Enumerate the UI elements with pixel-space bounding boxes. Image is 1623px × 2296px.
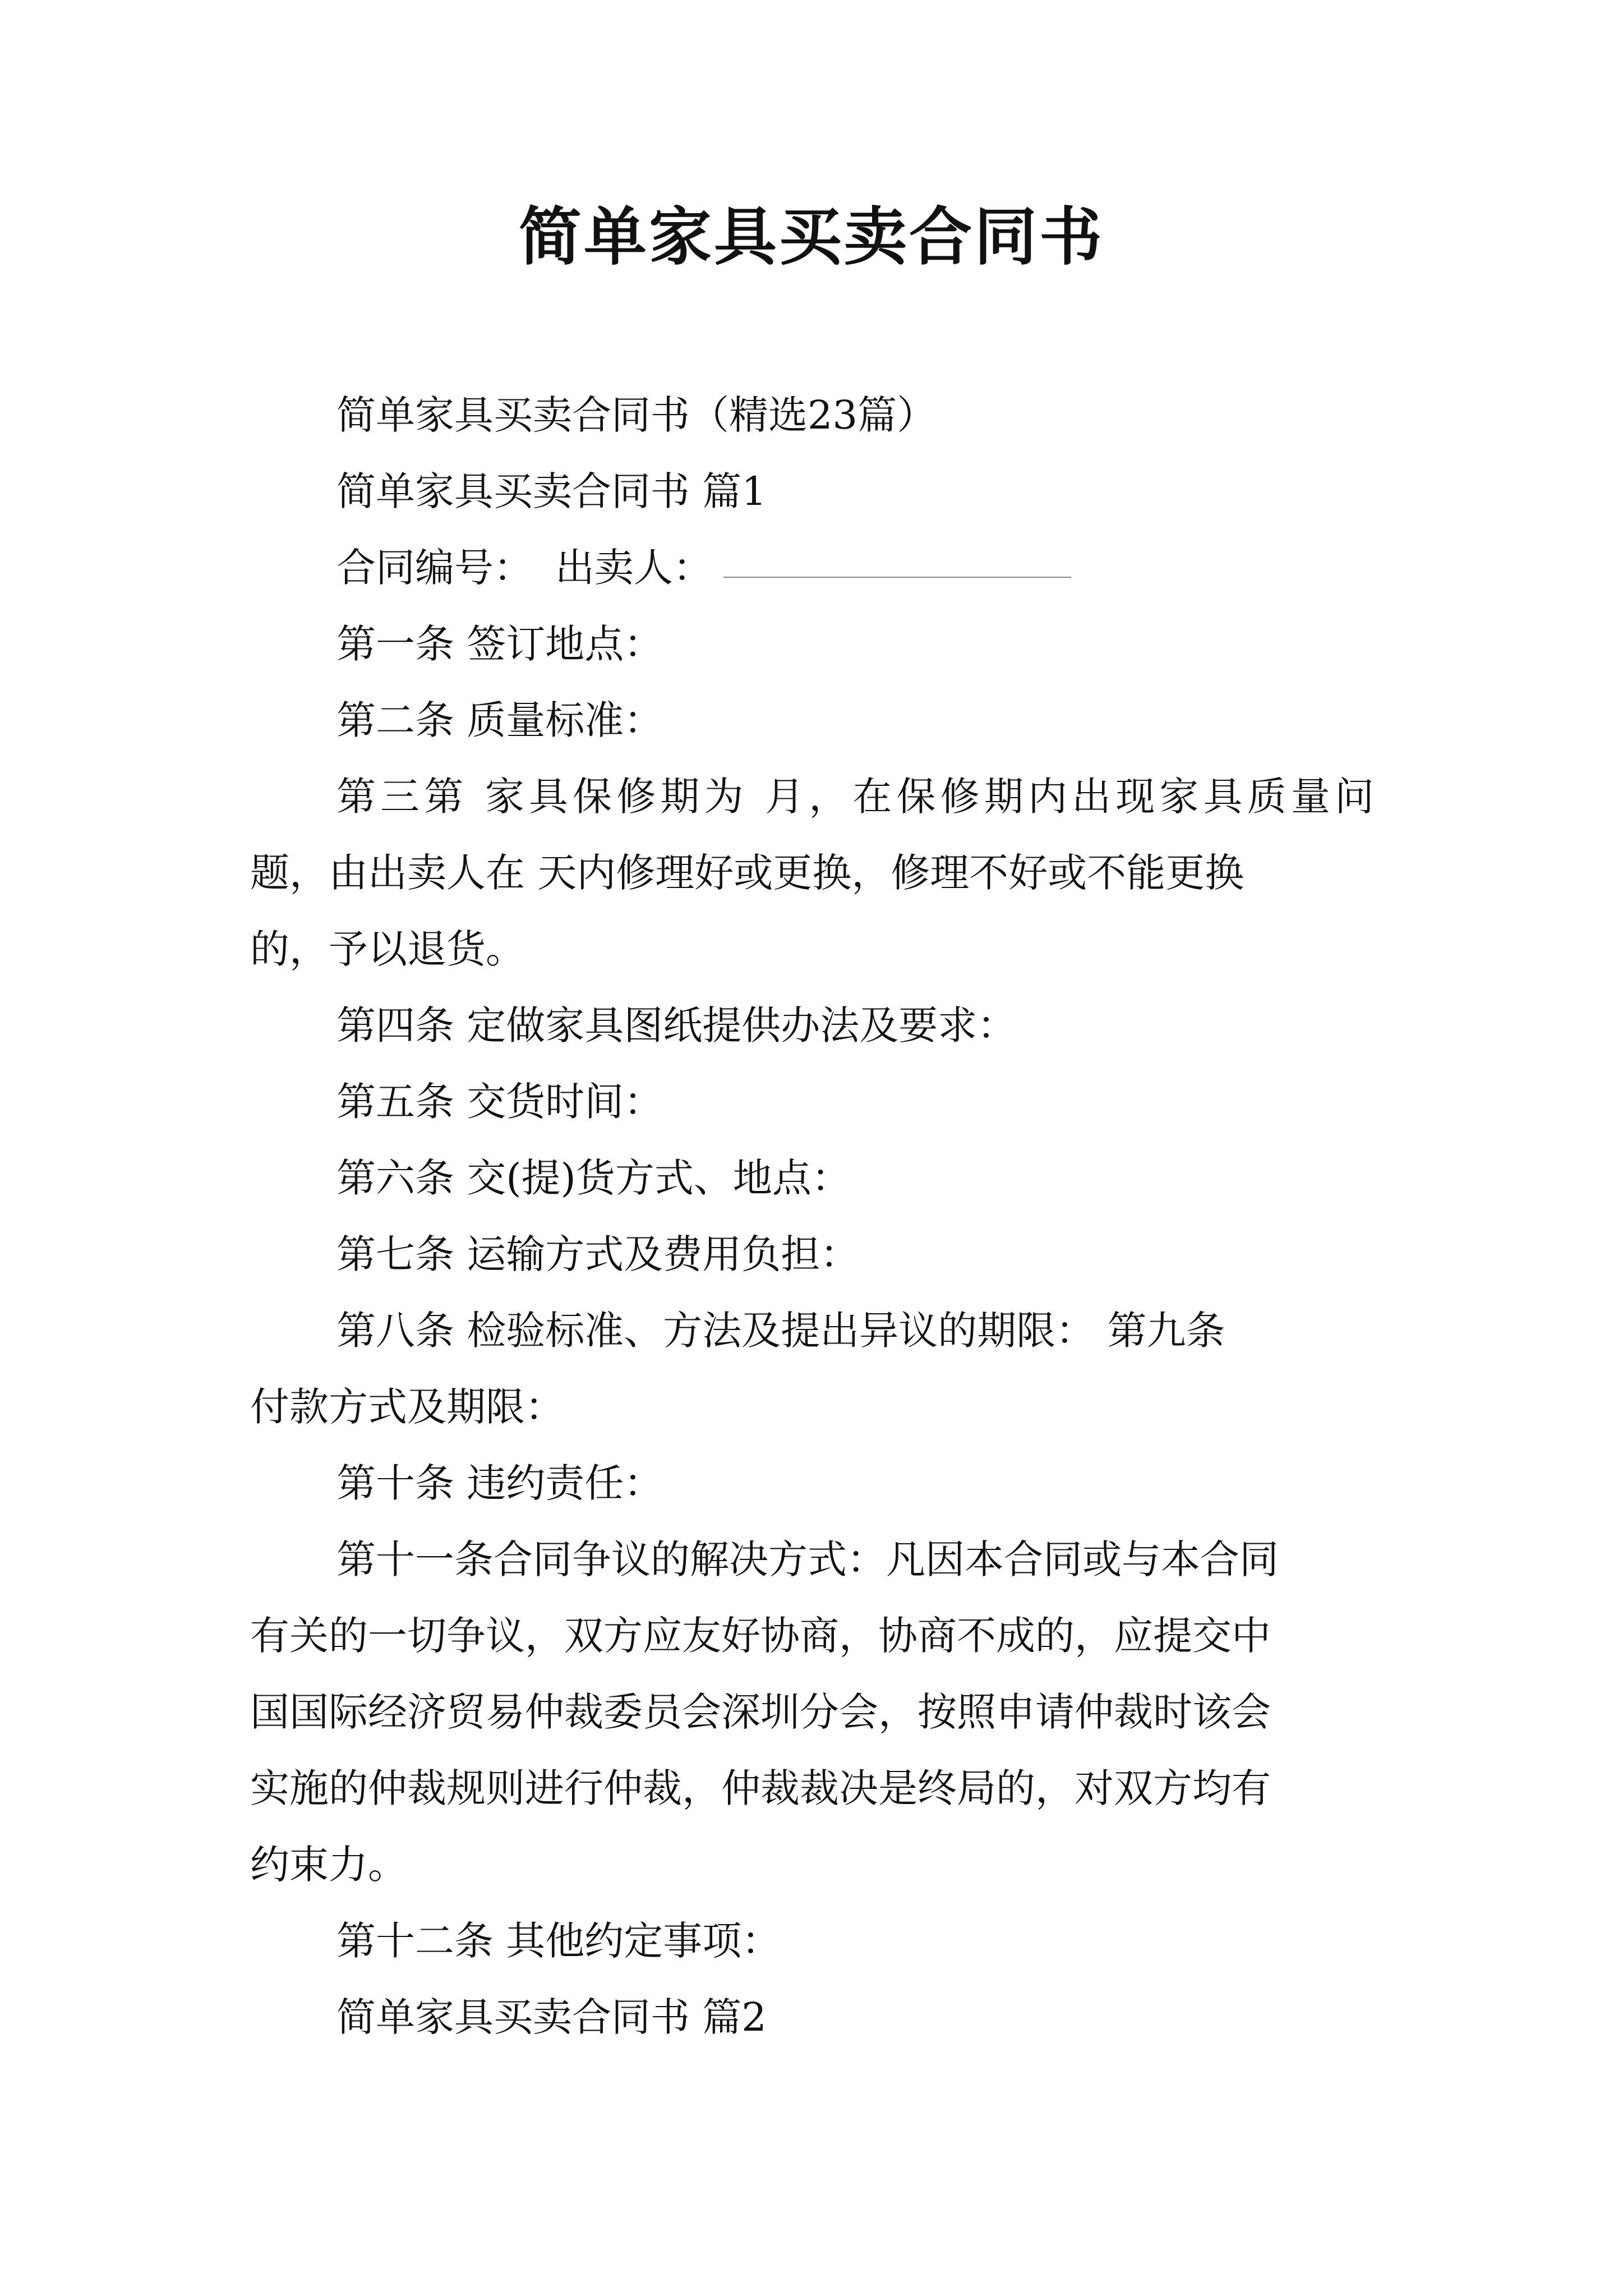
article-10: 第十条 违约责任： <box>336 1460 663 1506</box>
article-8-9-line-2: 付款方式及期限： <box>250 1384 564 1430</box>
document-subtitle: 简单家具买卖合同书（精选23篇） <box>336 392 937 438</box>
article-11-line-4: 实施的仲裁规则进行仲裁，仲裁裁决是终局的，对双方均有 <box>250 1765 1271 1811</box>
article-7: 第七条 运输方式及费用负担： <box>336 1231 860 1277</box>
article-1: 第一条 签订地点： <box>336 621 663 667</box>
section-heading-1: 简单家具买卖合同书 篇1 <box>336 468 767 514</box>
article-6: 第六条 交(提)货方式、地点： <box>336 1155 851 1201</box>
contract-header-line <box>336 540 1071 596</box>
article-11-line-5: 约束力。 <box>250 1842 407 1888</box>
article-3-line-3: 的，予以退货。 <box>250 926 525 972</box>
document-title: 简单家具买卖合同书 <box>519 200 1104 274</box>
article-5: 第五条 交货时间： <box>336 1079 663 1125</box>
article-3-line-1: 第三第 家具保修期为 月，在保修期内出现家具质量问 <box>336 774 1374 820</box>
article-11-line-2: 有关的一切争议，双方应友好协商，协商不成的，应提交中 <box>250 1613 1271 1659</box>
article-4: 第四条 定做家具图纸提供办法及要求： <box>336 1002 1017 1048</box>
seller-label: 出卖人： <box>555 545 712 591</box>
article-11-line-1: 第十一条合同争议的解决方式：凡因本合同或与本合同 <box>336 1536 1279 1582</box>
article-8-9-line-1: 第八条 检验标准、方法及提出异议的期限： 第九条 <box>336 1308 1225 1354</box>
article-12: 第十二条 其他约定事项： <box>336 1918 781 1964</box>
contract-no-label: 合同编号： <box>336 545 533 591</box>
article-11-line-3: 国国际经济贸易仲裁委员会深圳分会，按照申请仲裁时该会 <box>250 1689 1271 1735</box>
article-2: 第二条 质量标准： <box>336 697 663 743</box>
seller-signature-line <box>723 543 1071 578</box>
section-heading-2: 简单家具买卖合同书 篇2 <box>336 1994 767 2040</box>
article-3-line-2: 题，由出卖人在 天内修理好或更换，修理不好或不能更换 <box>250 850 1244 896</box>
